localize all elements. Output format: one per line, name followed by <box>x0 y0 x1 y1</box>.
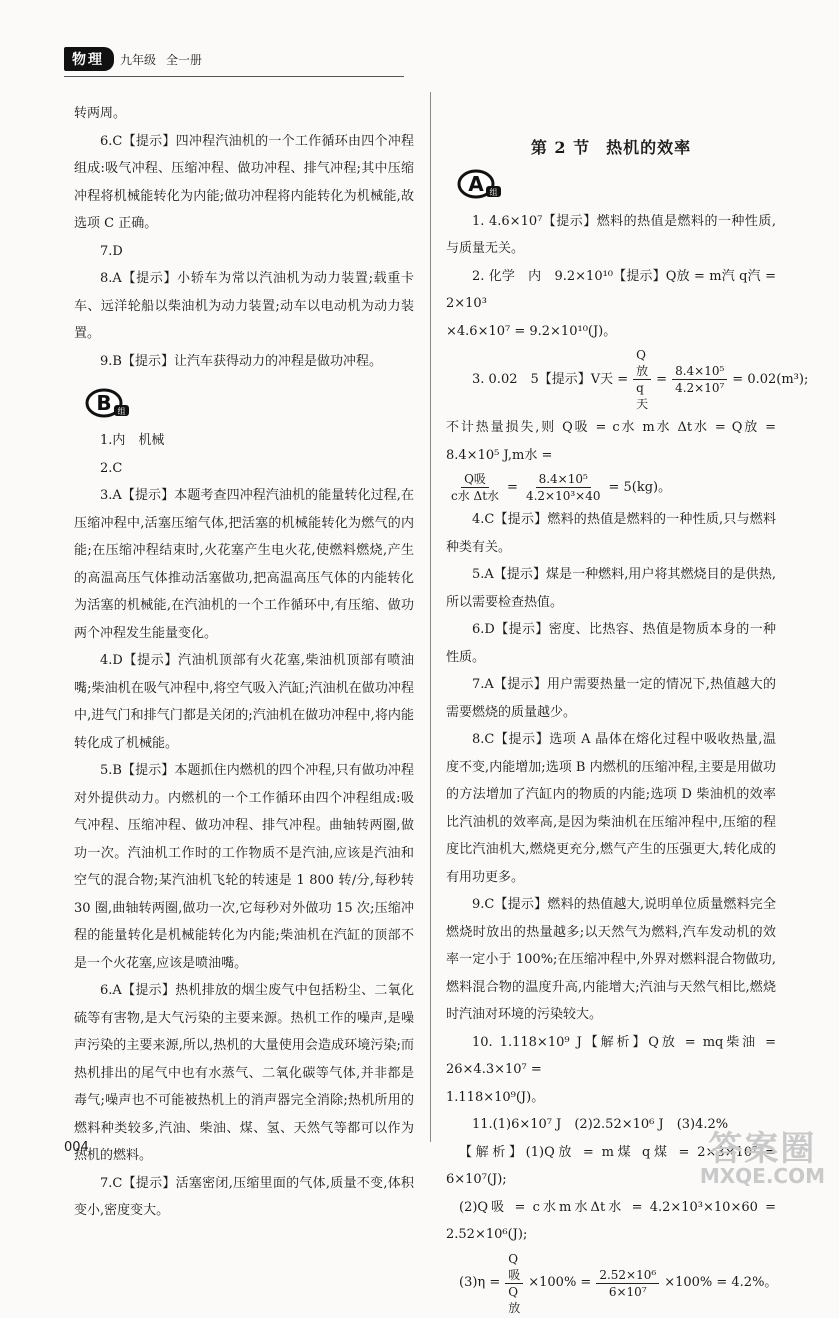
svg-text:组: 组 <box>117 407 126 416</box>
header-rule <box>64 76 404 77</box>
a3-fraction-2: $\frac{\text{8.4×10⁵}}{\text{4.2×10⁷}}$ <box>672 363 727 396</box>
b-answer-4: 4.D【提示】汽油机顶部有火花塞,柴油机顶部有喷油嘴;柴油机在吸气冲程中,将空气吸入汽缸;汽油机在做功冲程中,进气门和排气门都是关闭的;汽油机在做功冲程中,将内能转化成了机械能。 <box>74 653 414 751</box>
a-answer-2-line2: ×4.6×10⁷ = 9.2×10¹⁰(J)。 <box>446 323 617 339</box>
a-answer-1: 1. 4.6×10⁷【提示】燃料的热值是燃料的一种性质,与质量无关。 <box>446 213 776 256</box>
section-heading <box>446 134 776 162</box>
a11-middle: ×100% = <box>528 1275 592 1290</box>
a-answer-3-line2: 不计热量损失,则 Q吸 = c水 m水 Δt水 = Q放 = 8.4×10⁵ J,m水 = <box>446 420 776 463</box>
a3-fraction-4: $\frac{\text{8.4×10⁵}}{\text{4.2×10³×40}}$ <box>525 472 601 503</box>
watermark-url: MXQE.COM <box>699 1164 825 1188</box>
subject-tab: 物理 <box>64 47 114 71</box>
b-answer-6: 6.A【提示】热机排放的烟尘废气中包括粉尘、二氧化硫等有害物,是大气污染的主要来源。热机工作的噪声,是噪声污染的主要来源,所以,热机的大量使用会造成环境污染;而热机排出的尾气中也有水蒸气、二氧化碳等气体,并非都是毒气;噪声也不可能被热机上的消声器完全消除;热机所用的燃料种类较多,汽油、柴油、煤、氢、天然气等都可以作为热机的燃料。 <box>74 983 414 1163</box>
b-answer-1: 1.内 机械 <box>100 433 165 448</box>
a11-result: ×100% = 4.2%。 <box>664 1275 778 1290</box>
running-header <box>64 46 202 72</box>
answer-9: 9.B【提示】让汽车获得动力的冲程是做功冲程。 <box>100 353 382 369</box>
a-answer-7: 7.A【提示】用户需要热量一定的情况下,热值越大的需要燃烧的质量越少。 <box>446 677 776 720</box>
level-a-badge <box>456 168 776 200</box>
a3-equals-2: = <box>507 479 518 495</box>
section-number: 第 2 节 <box>530 138 591 157</box>
section-title: 热机的效率 <box>606 138 692 157</box>
volume-label: 全一册 <box>166 52 203 67</box>
a3-result-mass: = 5(kg)。 <box>608 479 672 495</box>
a-answer-10-line1: 10. 1.118×10⁹ J【解析】Q放 = mq柴油 = 26×4.3×10⁷ = <box>446 1034 776 1077</box>
watermark-logo: 答案圈 <box>708 1129 817 1169</box>
answer-5-continued: 转两周。 <box>74 106 127 121</box>
grade-label: 九年级 <box>120 52 157 67</box>
column-divider <box>430 92 431 1142</box>
a-answer-8: 8.C【提示】选项 A 晶体在熔化过程中吸收热量,温度不变,内能增加;选项 B 内燃机的压缩冲程,主要是用做功的方法增加了汽缸内的物质的内能;选项 D 柴油机的效率比汽油机的效率高,是因为柴油机在压缩冲程中,压缩的程度比汽油机大,燃烧更充分,燃气产生的压强更大,转化成的有用功更多。 <box>446 732 776 885</box>
level-a-icon <box>456 168 502 200</box>
a11-fraction-1: $\frac{\text{Q吸}}{\text{Q放}}$ <box>505 1251 523 1316</box>
a3-prefix: 3. 0.02 5【提示】V天 = <box>472 371 629 387</box>
a11-prefix: (3)η = <box>459 1275 501 1290</box>
level-b-badge <box>84 387 414 419</box>
watermark <box>700 1121 825 1188</box>
a-answer-11-line2: 【解析】(1)Q放 = m煤 q煤 = 2×3×10⁷ = 6×10⁷(J); <box>446 1144 776 1187</box>
b-answer-7: 7.C【提示】活塞密闭,压缩里面的气体,质量不变,体积变小,密度变大。 <box>74 1175 414 1218</box>
answer-7: 7.D <box>100 243 123 259</box>
a-answer-6: 6.D【提示】密度、比热容、热值是物质本身的一种性质。 <box>446 622 776 665</box>
b-answer-3: 3.A【提示】本题考查四冲程汽油机的能量转化过程,在压缩冲程中,活塞压缩气体,把活塞的机械能转化为燃气的内能;在压缩冲程结束时,火花塞产生电火花,使燃料燃烧,产生的高温高压气体推动活塞做功,把高温高压气体的内能转化为活塞的机械能,在汽油机的一个工作循环中,有压缩、做功两个冲程发生能量变化。 <box>74 488 414 641</box>
a-answer-2-line1: 2. 化学 内 9.2×10¹⁰【提示】Q放 = m汽 q汽 = 2×10³ <box>446 268 776 311</box>
a11-fraction-2: $\frac{\text{2.52×10⁶}}{\text{6×10⁷}}$ <box>596 1267 659 1300</box>
page-number: 004 <box>64 1140 89 1155</box>
a-answer-3-eq2 <box>446 471 776 504</box>
svg-text:B: B <box>96 391 112 415</box>
a-answer-10-line2: 1.118×10⁹(J)。 <box>446 1089 545 1105</box>
a3-fraction-3: $\frac{\text{Q吸}}{\text{c水 Δt水}}$ <box>451 472 500 503</box>
svg-text:组: 组 <box>489 187 498 197</box>
a3-result-volume: = 0.02(m³); <box>732 371 809 387</box>
a-answer-11-line3: (2)Q吸 = c水m水Δt水 = 4.2×10³×10×60 = 2.52×10⁶(J); <box>446 1199 776 1242</box>
a3-fraction-1: $\frac{\text{Q放}}{\text{q天}}$ <box>633 347 651 412</box>
a-answer-3-eq1 <box>446 347 809 412</box>
svg-text:A: A <box>468 171 484 196</box>
b-answer-5: 5.B【提示】本题抓住内燃机的四个冲程,只有做功冲程对外提供动力。内燃机的一个工作循环由四个冲程组成:吸气冲程、压缩冲程、做功冲程、排气冲程。曲轴转两圈,做功一次。汽油机工作时的工作物质不是汽油,应该是汽油和空气的混合物;某汽油机飞轮的转速是 1 800 转/分,每秒转 30 圈,曲轴转两圈,做功一次,它每秒对外做功 15 次;压缩冲程的能量转化是机械能转化为内能;柴油机在汽缸的顶部不是一个火花塞,应该是喷油嘴。 <box>74 763 414 971</box>
a-answer-4: 4.C【提示】燃料的热值是燃料的一种性质,只与燃料种类有关。 <box>446 512 776 555</box>
a-answer-11-eq <box>446 1251 776 1316</box>
answer-8: 8.A【提示】小轿车为常以汽油机为动力装置;载重卡车、远洋轮船以柴油机为动力装置;动车以电动机为动力装置。 <box>74 271 414 341</box>
a3-equals: = <box>656 371 668 387</box>
level-b-icon <box>84 387 130 419</box>
b-answer-2: 2.C <box>100 460 123 476</box>
a-answer-5: 5.A【提示】煤是一种燃料,用户将其燃烧目的是供热,所以需要检查热值。 <box>446 567 776 610</box>
left-column <box>74 100 414 1225</box>
a-answer-11-line1: 11.(1)6×10⁷ J (2)2.52×10⁶ J (3)4.2% <box>472 1117 729 1132</box>
a-answer-9: 9.C【提示】燃料的热值越大,说明单位质量燃料完全燃烧时放出的热量越多;以天然气为燃料,汽车发动机的效率一定小于 100%;在压缩冲程中,外界对燃料混合物做功,燃料混合物的温度升高,内能增大;汽油与天然气相比,燃烧时汽油对环境的污染较大。 <box>446 897 776 1022</box>
answer-6: 6.C【提示】四冲程汽油机的一个工作循环由四个冲程组成:吸气冲程、压缩冲程、做功冲程、排气冲程;其中压缩冲程将机械能转化为内能;做功冲程将内能转化为机械能,故选项 C 正确。 <box>74 133 414 231</box>
